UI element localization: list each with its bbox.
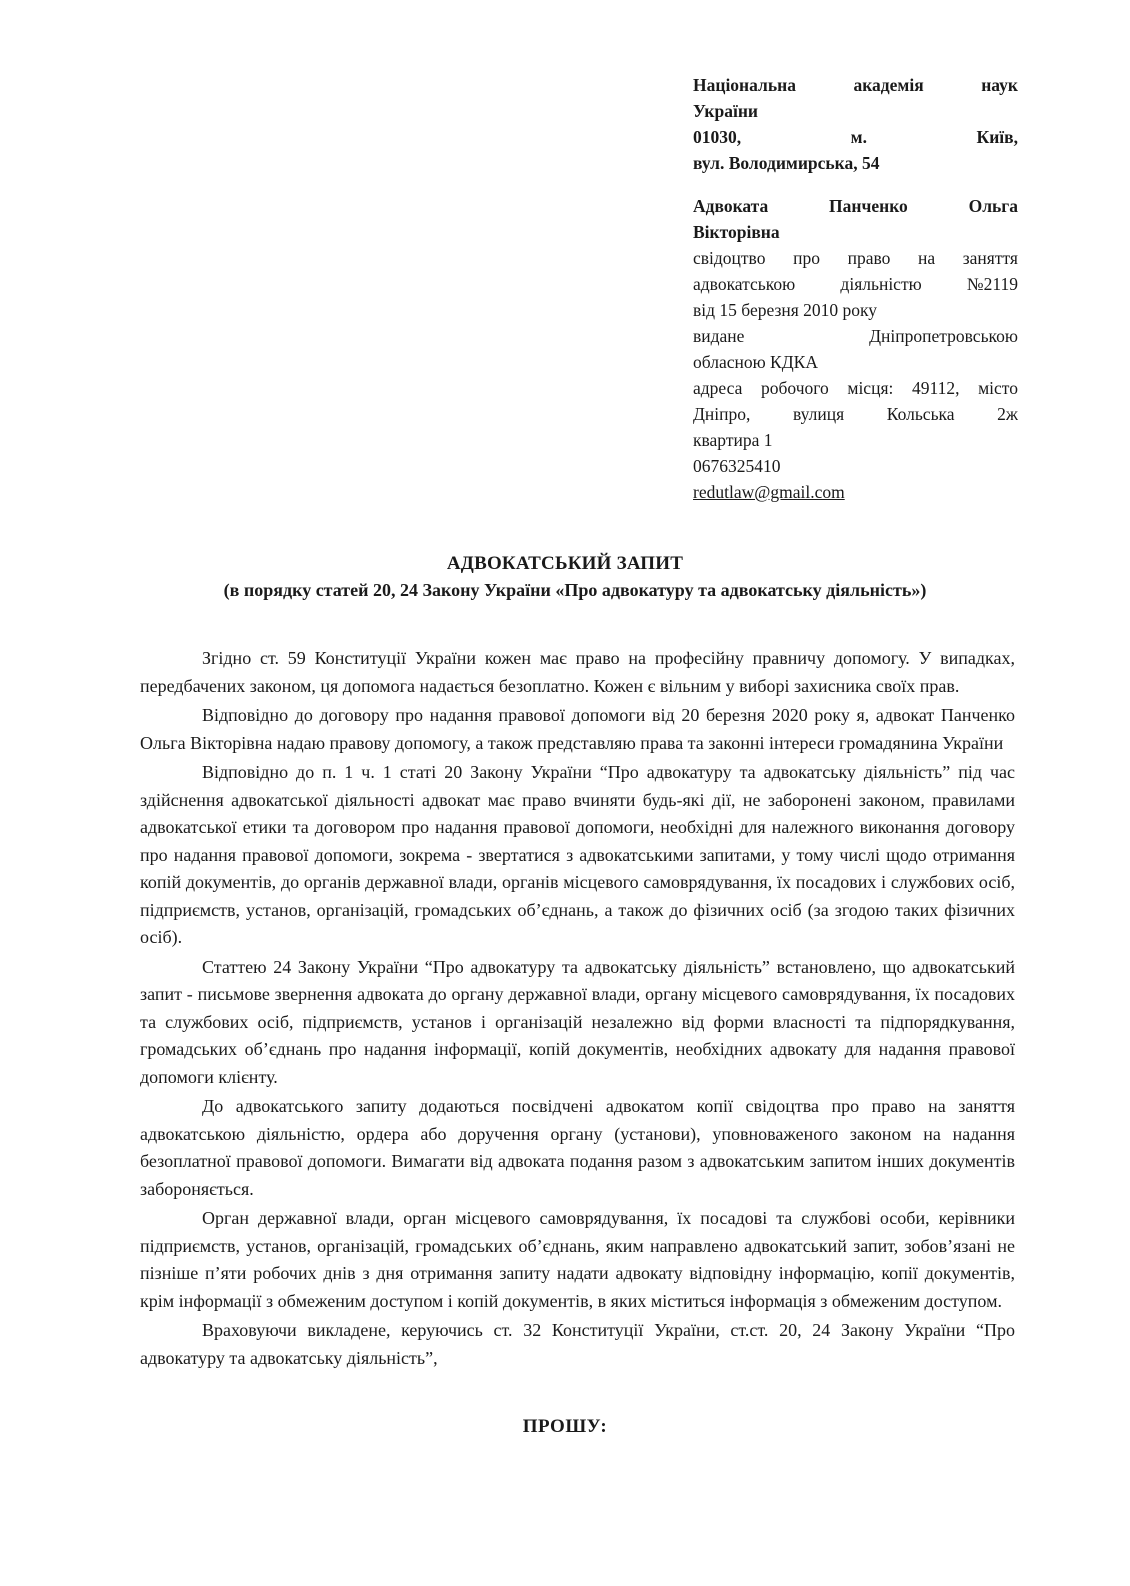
sender-detail-line: обласною КДКА bbox=[693, 352, 818, 372]
sender-detail-line: Дніпро, вулиця Кольська 2ж bbox=[693, 404, 1018, 424]
recipient-block bbox=[693, 72, 1018, 176]
sender-detail-line: видане Дніпропетровською bbox=[693, 326, 1018, 346]
request-heading: ПРОШУ: bbox=[522, 1416, 608, 1437]
sender-email-link[interactable]: redutlaw@gmail.com bbox=[693, 482, 845, 502]
sender-detail-line: квартира 1 bbox=[693, 430, 773, 450]
recipient-line: Національна академія наук bbox=[693, 75, 1018, 95]
recipient-line: України bbox=[693, 101, 759, 121]
sender-detail-line: адреса робочого місця: 49112, місто bbox=[693, 378, 1018, 398]
sender-email-line bbox=[693, 479, 1018, 505]
sender-detail-line: адвокатською діяльністю №2119 bbox=[693, 274, 1018, 294]
sender-name-line: Вікторівна bbox=[693, 222, 780, 242]
recipient-line: 01030, м. Київ, bbox=[693, 127, 1018, 147]
body-paragraph: Відповідно до п. 1 ч. 1 статі 20 Закону України “Про адвокатуру та адвокатську діяльність” під час здійснення адвокатської діяльності адвокат має право вчиняти будь-які дії, не заборонені законом, правилами адвокатської етики та договором про надання правової допомоги, необхідні для належного виконання договору про надання правової допомоги, зокрема - звертатися з адвокатськими запитами, у тому числі щодо отримання копій документів, до органів державної влади, органів місцевого самоврядування, їх посадових і службових осіб, підприємств, установ, організацій, громадських об’єднань, а також до фізичних осіб (за згодою таких фізичних осіб). bbox=[140, 762, 1015, 947]
sender-detail-line: від 15 березня 2010 року bbox=[693, 300, 878, 320]
sender-name-line: Адвоката Панченко Ольга bbox=[693, 196, 1018, 216]
sender-detail-line: свідоцтво про право на заняття bbox=[693, 248, 1018, 268]
document-title: АДВОКАТСЬКИЙ ЗАПИТ bbox=[446, 553, 684, 574]
body-paragraph: Враховуючи викладене, керуючись ст. 32 Конституції України, ст.ст. 20, 24 Закону України “Про адвокатуру та адвокатську діяльність”, bbox=[140, 1320, 1015, 1368]
document-subtitle: (в порядку статей 20, 24 Закону України «Про адвокатуру та адвокатську діяльність») bbox=[223, 580, 927, 600]
body-paragraph: Відповідно до договору про надання правової допомоги від 20 березня 2020 року я, адвокат Панченко Ольга Вікторівна надаю правову допомогу, а також представляю права та законні інтереси громадянина України bbox=[140, 705, 1015, 753]
recipient-line: вул. Володимирська, 54 bbox=[693, 153, 880, 173]
body-paragraph: Статтею 24 Закону України “Про адвокатуру та адвокатську діяльність” встановлено, що адвокатський запит - письмове звернення адвоката до органу державної влади, органу місцевого самоврядування, їх посадових та службових осіб, підприємств, установ і організацій незалежно від форми власності та підпорядкування, громадських об’єднань про надання інформації, копій документів, необхідних адвокату для надання правової допомоги клієнту. bbox=[140, 956, 1015, 1087]
body-paragraph: Орган державної влади, орган місцевого самоврядування, їх посадові та службові особи, керівники підприємств, установ, організацій, громадських об’єднань, яким направлено адвокатський запит, зобов’язані не пізніше п’яти робочих днів з дня отримання запиту надати адвокату відповідну інформацію, копії документів, крім інформації з обмеженим доступом і копій документів, в яких міститься інформація з обмеженим доступом. bbox=[140, 1208, 1015, 1311]
sender-block bbox=[693, 193, 1018, 505]
body-paragraph: До адвокатського запиту додаються посвідчені адвокатом копії свідоцтва про право на заняття адвокатською діяльністю, ордера або доручення органу (установи), уповноваженого законом на надання безоплатної правової допомоги. Вимагати від адвоката подання разом з адвокатським запитом інших документів забороняється. bbox=[140, 1096, 1015, 1199]
document-body bbox=[140, 645, 1015, 1372]
sender-phone: 0676325410 bbox=[693, 456, 781, 476]
body-paragraph: Згідно ст. 59 Конституції України кожен має право на професійну правничу допомогу. У випадках, передбачених законом, ця допомога надається безоплатно. Кожен є вільним у виборі захисника своїх прав. bbox=[140, 648, 1015, 696]
